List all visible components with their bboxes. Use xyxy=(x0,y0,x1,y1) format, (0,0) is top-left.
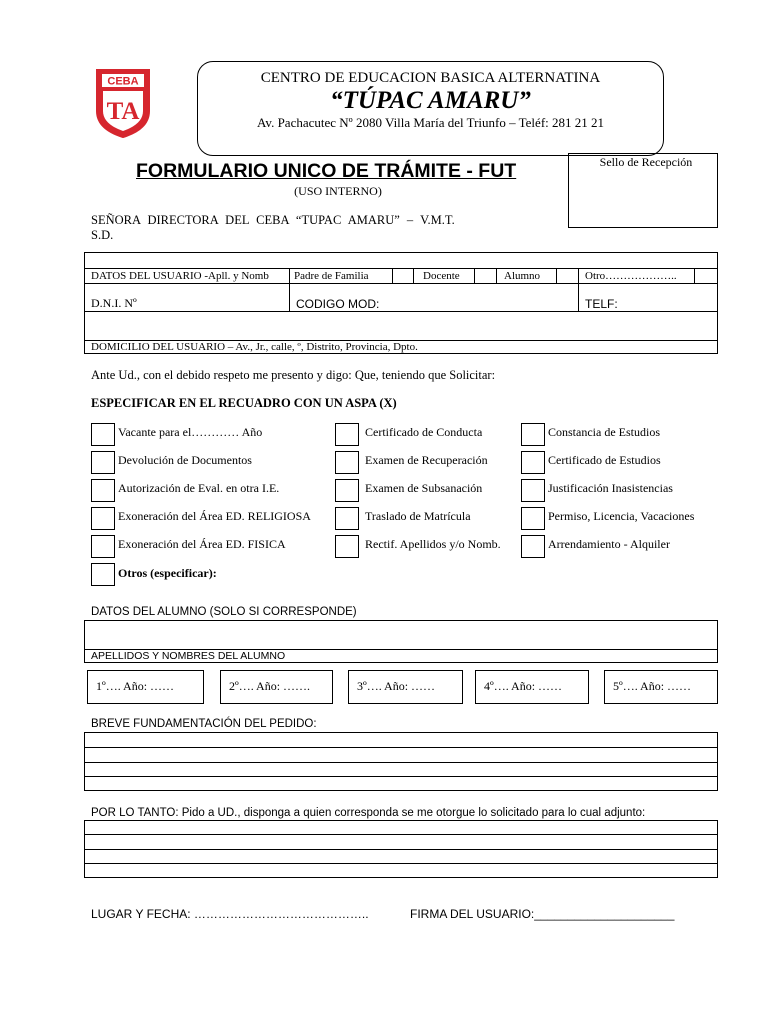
option-devolucion: Devolución de Documentos xyxy=(118,453,252,467)
datos-usuario-label: DATOS DEL USUARIO -Apll. y Nomb xyxy=(91,270,269,282)
checkbox-justificacion[interactable] xyxy=(521,479,545,502)
year-3-box[interactable]: 3º…. Año: …… xyxy=(348,670,463,704)
svg-text:TA: TA xyxy=(106,98,140,125)
codigo-mod-label: CODIGO MOD: xyxy=(296,297,380,311)
option-certificado-conducta: Certificado de Conducta xyxy=(365,425,483,439)
student-names-label: APELLIDOS Y NOMBRES DEL ALUMNO xyxy=(91,650,286,662)
student-section-label: DATOS DEL ALUMNO (SOLO SI CORRESPONDE) xyxy=(91,606,357,618)
option-justificacion: Justificación Inasistencias xyxy=(548,481,673,495)
option-examen-recuperacion: Examen de Recuperación xyxy=(365,453,488,467)
option-exoneracion-religiosa: Exoneración del Área ED. RELIGIOSA xyxy=(118,509,311,523)
checkbox-examen-recuperacion[interactable] xyxy=(335,451,359,474)
year-5-box[interactable]: 5º…. Año: …… xyxy=(604,670,718,704)
alumno-label: Alumno xyxy=(504,270,541,282)
checkbox-certificado-conducta[interactable] xyxy=(335,423,359,446)
lugar-fecha-field[interactable]: LUGAR Y FECHA: …………………………………….. xyxy=(91,907,369,921)
salutation: SEÑORA DIRECTORA DEL CEBA “TUPAC AMARU” – V.M.T. xyxy=(91,213,455,227)
year-2-box[interactable]: 2º…. Año: ……. xyxy=(220,670,333,704)
checkbox-exoneracion-religiosa[interactable] xyxy=(91,507,115,530)
checkbox-arrendamiento[interactable] xyxy=(521,535,545,558)
checkbox-certificado-estudios[interactable] xyxy=(521,451,545,474)
checkbox-exoneracion-fisica[interactable] xyxy=(91,535,115,558)
checkbox-examen-subsanacion[interactable] xyxy=(335,479,359,502)
option-otros: Otros (especificar): xyxy=(118,566,217,580)
firma-usuario-field[interactable]: FIRMA DEL USUARIO:_____________________ xyxy=(410,907,675,921)
checkbox-rectif-apellidos[interactable] xyxy=(335,535,359,558)
checkbox-traslado[interactable] xyxy=(335,507,359,530)
stamp-label: Sello de Recepción xyxy=(599,155,693,169)
docente-label: Docente xyxy=(423,270,460,282)
por-lo-tanto-label: POR LO TANTO: Pido a UD., disponga a quien corresponda se me otorgue lo solicitado para lo cual adjunto: xyxy=(91,807,646,819)
option-arrendamiento: Arrendamiento - Alquiler xyxy=(548,537,670,551)
sd-text: S.D. xyxy=(91,228,114,242)
domicilio-label: DOMICILIO DEL USUARIO – Av., Jr., calle, º, Distrito, Provincia, Dpto. xyxy=(91,341,418,353)
option-permiso: Permiso, Licencia, Vacaciones xyxy=(548,509,695,523)
intro-text: Ante Ud., con el debido respeto me presento y digo: Que, teniendo que Solicitar: xyxy=(91,368,496,382)
checkbox-devolucion[interactable] xyxy=(91,451,115,474)
school-title: “TÚPAC AMARU” xyxy=(330,87,531,114)
svg-text:CEBA: CEBA xyxy=(107,75,139,88)
specify-instruction: ESPECIFICAR EN EL RECUADRO CON UN ASPA (X) xyxy=(91,396,397,410)
school-address: Av. Pachacutec Nº 2080 Villa María del Triunfo – Teléf: 281 21 21 xyxy=(256,115,605,130)
option-constancia: Constancia de Estudios xyxy=(548,425,660,439)
dni-label: D.N.I. Nº xyxy=(91,296,137,310)
otro-label: Otro……………….. xyxy=(585,270,677,282)
option-vacante: Vacante para el………… Año xyxy=(118,425,263,439)
option-rectif-apellidos: Rectif. Apellidos y/o Nomb. xyxy=(365,537,501,551)
telf-label: TELF: xyxy=(585,297,618,311)
checkbox-vacante[interactable] xyxy=(91,423,115,446)
option-autorizacion: Autorización de Eval. en otra I.E. xyxy=(118,481,280,495)
ceba-logo xyxy=(94,67,152,139)
checkbox-permiso[interactable] xyxy=(521,507,545,530)
year-1-box[interactable]: 1º…. Año: …… xyxy=(87,670,204,704)
school-name: CENTRO DE EDUCACION BASICA ALTERNATINA xyxy=(260,70,601,86)
checkbox-constancia[interactable] xyxy=(521,423,545,446)
checkbox-otros[interactable] xyxy=(91,563,115,586)
form-subtitle: (USO INTERNO) xyxy=(294,184,382,198)
option-examen-subsanacion: Examen de Subsanación xyxy=(365,481,483,495)
option-exoneracion-fisica: Exoneración del Área ED. FISICA xyxy=(118,537,286,551)
option-certificado-estudios: Certificado de Estudios xyxy=(548,453,661,467)
option-traslado: Traslado de Matrícula xyxy=(365,509,471,523)
checkbox-autorizacion[interactable] xyxy=(91,479,115,502)
form-title: FORMULARIO UNICO DE TRÁMITE - FUT xyxy=(136,160,517,182)
year-4-box[interactable]: 4º…. Año: …… xyxy=(475,670,589,704)
fundamentacion-label: BREVE FUNDAMENTACIÓN DEL PEDIDO: xyxy=(91,718,317,730)
padre-familia-label: Padre de Familia xyxy=(294,270,369,282)
